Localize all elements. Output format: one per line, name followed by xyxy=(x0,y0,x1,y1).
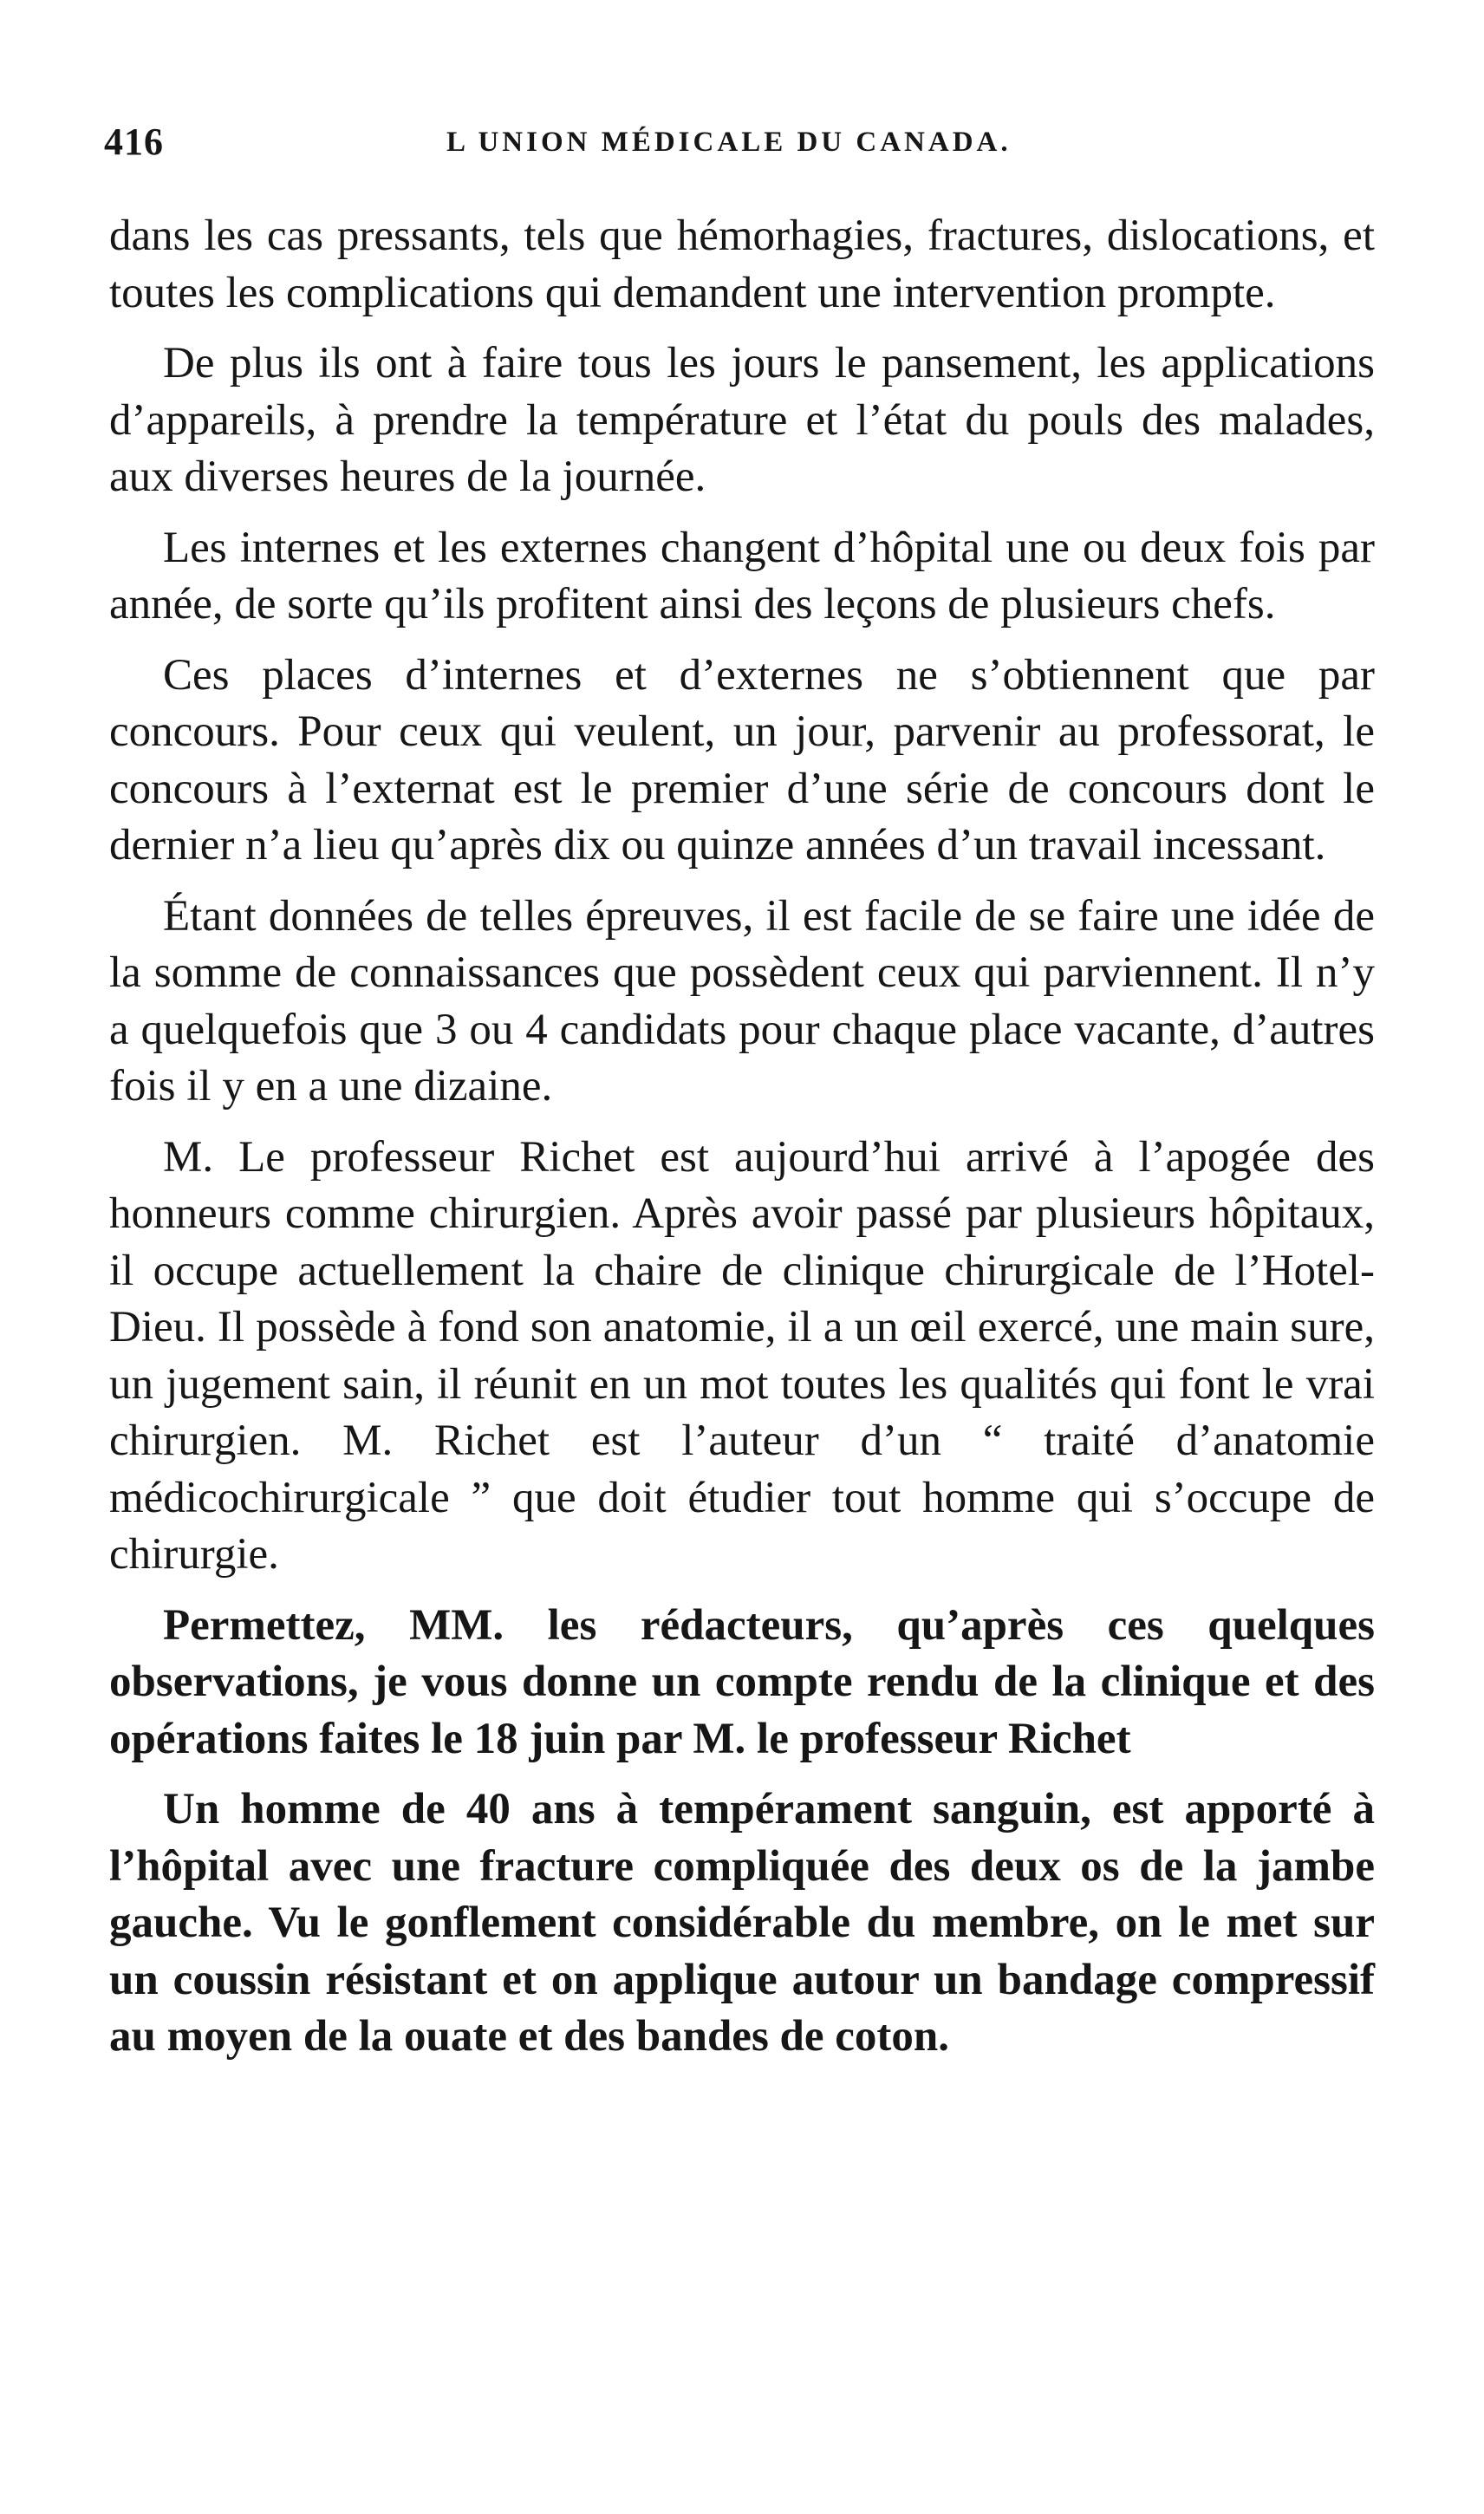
paragraph-1: dans les cas pressants, tels que hémorhagies, fractures, dislocations, et toutes les complications qui demandent une intervention prompte. xyxy=(109,212,1375,317)
paragraph-5: Étant données de telles épreuves, il est facile de se faire une idée de la somme de connaissances que possèdent ceux qui parviennent. Il n’y a quelquefois que 3 ou 4 candidats pour chaque place vacante, d’autres fois il y en a une dizaine. xyxy=(109,891,1375,1110)
page-header xyxy=(104,120,1378,163)
running-title: L UNION MÉDICALE DU CANADA. xyxy=(446,127,1012,158)
paragraph-3: Les internes et les externes changent d’hôpital une ou deux fois par année, de sorte qu’ils profitent ainsi des leçons de plusieurs chefs. xyxy=(109,523,1375,628)
paragraph-7: Permettez, MM. les rédacteurs, qu’après ces quelques observations, je vous donne un compte rendu de la clinique et des opérations faites le 18 juin par M. le professeur Richet xyxy=(109,1600,1375,1763)
paragraph-6: M. Le professeur Richet est aujourd’hui arrivé à l’apogée des honneurs comme chirurgien. Après avoir passé par plusieurs hôpitaux, il occupe actuellement la chaire de clinique chirurgicale de l’Hotel-Dieu. Il possède à fond son anatomie, il a un œil exercé, une main sure, un jugement sain, il réunit en un mot toutes les qualités qui font le vrai chirurgien. M. Richet est l’auteur d’un “ traité d’anatomie médicochirurgicale ” que doit étudier tout homme qui s’occupe de chirurgie. xyxy=(109,1132,1375,1579)
page-number: 416 xyxy=(104,120,164,163)
paragraph-4: Ces places d’internes et d’externes ne s’obtiennent que par concours. Pour ceux qui veulent, un jour, parvenir au professorat, le concours à l’externat est le premier d’une série de concours dont le dernier n’a lieu qu’après dix ou quinze années d’un travail incessant. xyxy=(109,650,1375,869)
article-body xyxy=(109,208,1375,2066)
paragraph-2: De plus ils ont à faire tous les jours le pansement, les applications d’appareils, à prendre la température et l’état du pouls des malades, aux diverses heures de la journée. xyxy=(109,339,1375,501)
paragraph-8: Un homme de 40 ans à tempérament sanguin, est apporté à l’hôpital avec une fracture compliquée des deux os de la jambe gauche. Vu le gonflement considérable du membre, on le met sur un coussin résistant et on applique autour un bandage compressif au moyen de la ouate et des bandes de coton. xyxy=(109,1785,1375,2061)
